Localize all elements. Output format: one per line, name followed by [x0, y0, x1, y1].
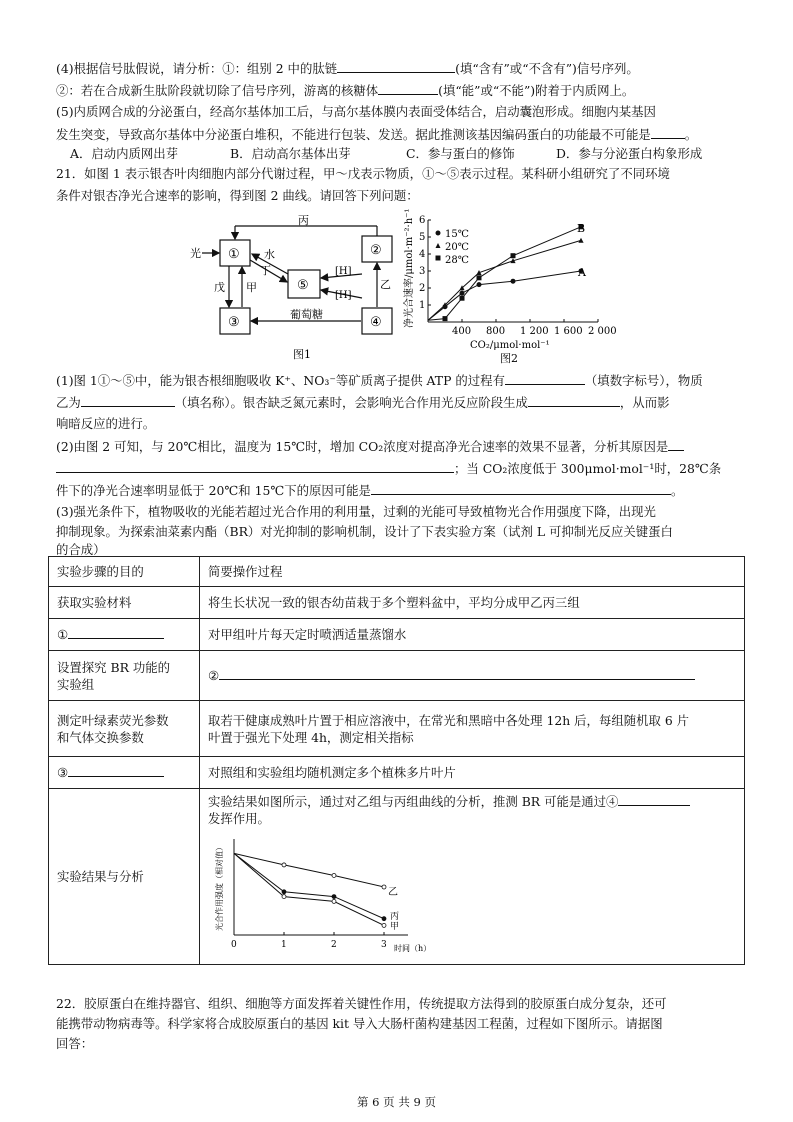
- y-tick-label: 2: [419, 283, 426, 294]
- table-header-purpose: 实验步骤的目的: [49, 557, 200, 587]
- text: 测定叶绿素荧光参数: [57, 712, 169, 728]
- legend-marker-15: [436, 231, 441, 236]
- label-shui: 水: [264, 248, 275, 261]
- table-cell: [49, 701, 200, 757]
- data-point: [511, 279, 516, 284]
- x-tick-label: 2 000: [588, 326, 617, 337]
- table-header-procedure: 简要操作过程: [200, 557, 745, 587]
- data-point: [332, 873, 336, 877]
- q21-s3-line2: 抑制现象。为探索油菜素内酯（BR）对光抑制的影响机制，设计了下表实验方案（试剂 L 可抑制光反应关键蛋白: [56, 524, 673, 539]
- label-jia: 甲: [246, 281, 257, 294]
- figure-1-diagram: [190, 214, 420, 368]
- table-row: [49, 619, 745, 651]
- table-cell: 对照组和实验组均随机测定多个植株多片叶片: [200, 757, 745, 789]
- answer-blank[interactable]: [371, 482, 671, 495]
- legend-marker-28: [436, 256, 441, 261]
- series-line-2: [234, 853, 384, 925]
- table-cell: 获取实验材料: [49, 587, 200, 619]
- data-point: [332, 899, 336, 903]
- text: 。: [684, 127, 698, 142]
- text: 取若干健康成熟叶片置于相应溶液中，在常光和黑暗中各处理 12h 后，每组随机取 6 片: [208, 712, 690, 728]
- label-ding: 丁: [260, 264, 271, 277]
- table-row: [49, 651, 745, 701]
- answer-blank[interactable]: [56, 460, 454, 473]
- option-a[interactable]: A．启动内质网出芽: [70, 146, 179, 161]
- y-tick-label: 5: [419, 232, 426, 243]
- x-axis-label: 时间（h）: [394, 944, 432, 953]
- data-point: [477, 275, 482, 280]
- answer-blank[interactable]: [219, 667, 695, 680]
- answer-blank[interactable]: [68, 626, 164, 639]
- data-point: [460, 291, 465, 296]
- q21-s2-line2: [56, 460, 721, 477]
- answer-blank[interactable]: [528, 394, 620, 407]
- answer-blank[interactable]: [68, 764, 164, 777]
- q22-line3: 回答：: [56, 1036, 94, 1051]
- y-tick-label: 1: [419, 300, 426, 311]
- text: (填“含有”或“不含有”)信号序列。: [455, 61, 639, 76]
- answer-blank[interactable]: [668, 438, 684, 451]
- table-row: [49, 587, 745, 619]
- table-cell: [200, 789, 745, 965]
- text: (2)由图 2 可知，与 20℃相比，温度为 15℃时，增加 CO₂浓度对提高净光合速率的效果不显著，分析其原因是: [56, 439, 669, 454]
- page-footer: 第 6 页 共 9 页: [357, 1095, 436, 1109]
- data-point: [443, 316, 448, 321]
- table-cell: [49, 651, 200, 701]
- option-b[interactable]: B．启动高尔基体出芽: [230, 146, 351, 161]
- x-tick-label: 3: [381, 940, 387, 950]
- q20-part4-line2: [56, 82, 634, 99]
- curve-label-b: B: [577, 222, 586, 235]
- x-tick-label: 0: [231, 940, 237, 950]
- q20-part4-line1: [56, 60, 639, 77]
- series-line-1: [234, 853, 384, 918]
- series-label-bing: 丙: [390, 912, 400, 922]
- text: ；当 CO₂浓度低于 300μmol·mol⁻¹时，28℃条: [454, 461, 722, 476]
- text: （填名称）。银杏缺乏氮元素时，会影响光合作用光反应阶段生成: [174, 395, 528, 410]
- legend: [436, 229, 469, 266]
- text: 发挥作用。: [208, 811, 270, 826]
- data-point: [382, 885, 386, 889]
- q21-intro-line2: 条件对银杏净光合速率的影响，得到图 2 曲线。请回答下列问题：: [56, 188, 419, 203]
- label-guang: 光: [190, 247, 201, 260]
- q21-s3-line1: (3)强光条件下，植物吸收的光能若超过光合作用的利用量，过剩的光能可导致植物光合作用强度下降，出现光: [56, 504, 656, 519]
- answer-blank[interactable]: [378, 82, 438, 95]
- answer-blank[interactable]: [337, 60, 455, 73]
- y-axis-label: 光合作用强度（相对值）: [215, 843, 224, 931]
- figure-2-chart: [398, 208, 617, 370]
- text: ②: [208, 668, 220, 683]
- text: 。: [670, 483, 684, 498]
- table-cell: 对甲组叶片每天定时喷洒适量蒸馏水: [200, 619, 745, 651]
- text: 发生突变，导致高尔基体中分泌蛋白堆积，不能进行包装、发送。据此推测该基因编码蛋白的功能最不可能是: [56, 127, 651, 142]
- series-line-0: [428, 271, 581, 320]
- data-point: [282, 863, 286, 867]
- data-point: [477, 282, 482, 287]
- x-tick-label: 800: [486, 326, 506, 337]
- q21-s1-line2: [56, 394, 669, 411]
- q21-s3-line3: 的合成）: [56, 542, 106, 557]
- label-yi: 乙: [380, 278, 391, 291]
- text: 乙为: [56, 395, 81, 410]
- data-point: [511, 253, 516, 258]
- q20-part5-line2: [56, 126, 697, 143]
- q22-line1: 22．胶原蛋白在维持器官、组织、细胞等方面发挥着关键性作用，传统提取方法得到的胶原蛋白成分复杂，还可: [56, 996, 667, 1011]
- data-point: [578, 238, 583, 243]
- label-box-3: ③: [228, 315, 240, 330]
- data-point: [332, 895, 336, 899]
- table-cell: [200, 701, 745, 757]
- x-tick-label: 400: [452, 326, 472, 337]
- table-header-row: [49, 557, 745, 587]
- figure-1-caption: 图1: [293, 348, 311, 361]
- table-row: [49, 757, 745, 789]
- label-h-lower: [H]: [335, 290, 352, 301]
- table-cell-blank-2[interactable]: [200, 651, 745, 701]
- table-row: [49, 701, 745, 757]
- data-point: [382, 917, 386, 921]
- data-point: [382, 923, 386, 927]
- q21-intro-line1: 21．如图 1 表示银杏叶肉细胞内部分代谢过程，甲～戊表示物质，①～⑤表示过程。某科研小组研究了不同环境: [56, 166, 670, 181]
- text: ①: [57, 627, 69, 642]
- table-cell: 将生长状况一致的银杏幼苗栽于多个塑料盆中，平均分成甲乙丙三组: [200, 587, 745, 619]
- label-box-1: ①: [228, 247, 240, 262]
- q20-part5-line1: (5)内质网合成的分泌蛋白，经高尔基体加工后，与高尔基体膜内表面受体结合，启动囊泡形成。细胞内某基因: [56, 104, 656, 119]
- x-tick-label: 1 600: [554, 326, 583, 337]
- y-tick-label: 4: [419, 249, 426, 260]
- text: 实验结果如图所示，通过对乙组与丙组曲线的分析，推测 BR 可能是通过④: [208, 794, 619, 809]
- q20-options: [70, 146, 702, 162]
- text: 件下的净光合速率明显低于 20℃和 15℃下的原因可能是: [56, 483, 371, 498]
- label-h-upper: [H]: [335, 266, 352, 277]
- text: (4)根据信号肽假说，请分析：①：组别 2 中的肽链: [56, 61, 338, 76]
- option-c[interactable]: C．参与蛋白的修饰: [406, 146, 515, 161]
- legend-marker-20: [436, 243, 441, 248]
- curve-label-a: A: [578, 266, 586, 279]
- series-line-2: [428, 227, 581, 320]
- data-point: [282, 895, 286, 899]
- answer-blank[interactable]: [505, 372, 585, 385]
- x-axis-label: CO₂/μmol·mol⁻¹: [470, 340, 550, 351]
- q22-line2: 能携带动物病毒等。科学家将合成胶原蛋白的基因 kit 导入大肠杆菌构建基因工程菌，过程如下图所示。请据图: [56, 1016, 663, 1031]
- text: 实验组: [57, 676, 95, 692]
- text: 叶置于强光下处理 4h，测定相关指标: [208, 729, 414, 745]
- series-label-jia: 甲: [390, 922, 400, 932]
- table-row: [49, 789, 745, 965]
- y-axis-label: 净光合速率/μmol·m⁻²·h⁻¹: [404, 208, 415, 328]
- text: ，从而影: [619, 395, 670, 410]
- legend-20: 20℃: [445, 242, 469, 253]
- q21-s1-line3: 响暗反应的进行。: [56, 416, 156, 431]
- label-glucose: 葡萄糖: [290, 308, 323, 321]
- x-tick-label: 2: [331, 940, 337, 950]
- answer-blank[interactable]: [81, 394, 175, 407]
- label-wu: 戊: [214, 281, 225, 294]
- q21-s2-line1: [56, 438, 684, 455]
- text: [208, 793, 736, 810]
- label-box-5: ⑤: [297, 278, 309, 293]
- label-box-2: ②: [370, 243, 382, 258]
- table-cell-blank-1[interactable]: [49, 619, 200, 651]
- x-tick-label: 1: [281, 940, 287, 950]
- result-line-chart: [208, 833, 432, 957]
- legend-15: 15℃: [445, 229, 469, 240]
- text: 和气体交换参数: [57, 729, 144, 745]
- text: ③: [57, 765, 69, 780]
- data-point: [460, 296, 465, 301]
- legend-28: 28℃: [445, 255, 469, 266]
- table-cell: 实验结果与分析: [49, 789, 200, 965]
- text: (填“能”或“不能”)附着于内质网上。: [438, 83, 635, 98]
- label-box-4: ④: [370, 315, 382, 330]
- x-tick-label: 1 200: [520, 326, 549, 337]
- y-tick-label: 6: [419, 215, 426, 226]
- figure-2-caption: 图2: [500, 352, 518, 365]
- text: ②：若在合成新生肽阶段就切除了信号序列，游离的核糖体: [56, 83, 379, 98]
- y-tick-label: 3: [419, 266, 426, 277]
- q21-s1-line1: [56, 372, 703, 389]
- experiment-table: [48, 556, 745, 965]
- text: (1)图 1①～⑤中，能为银杏根细胞吸收 K⁺、NO₃⁻等矿质离子提供 ATP 的过程有: [56, 373, 505, 388]
- label-bing: 丙: [298, 214, 309, 227]
- q21-s2-line3: [56, 482, 683, 499]
- answer-blank[interactable]: [651, 126, 685, 139]
- answer-blank[interactable]: [618, 793, 690, 806]
- data-point: [282, 890, 286, 894]
- text: （填数字标号），物质: [584, 373, 703, 388]
- series-label-yi: 乙: [388, 887, 398, 898]
- table-cell-blank-3[interactable]: [49, 757, 200, 789]
- text: 设置探究 BR 功能的: [57, 659, 171, 675]
- option-d[interactable]: D．参与分泌蛋白构象形成: [556, 146, 703, 161]
